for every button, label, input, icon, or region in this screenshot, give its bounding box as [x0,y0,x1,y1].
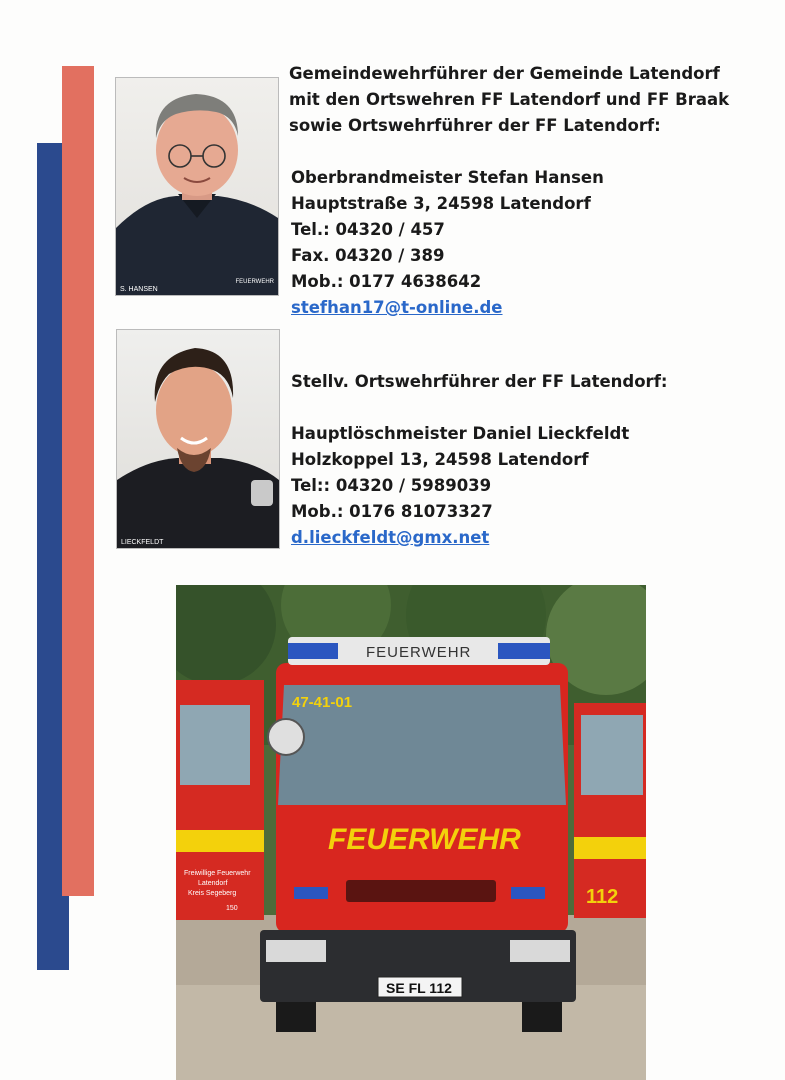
unit-number: 47-41-01 [292,694,353,711]
portrait-hansen-graphic [116,78,278,295]
deputy-contact-block [291,421,629,551]
deputy-email-link[interactable]: d.lieckfeldt@gmx.net [291,528,490,547]
commander-mobile: Mob.: 0177 4638642 [291,272,482,291]
commander-name: Oberbrandmeister Stefan Hansen [291,168,604,187]
fire-truck-photo [176,585,646,1080]
deputy-title [291,369,667,395]
deputy-name: Hauptlöschmeister Daniel Lieckfeldt [291,424,630,443]
commander-email-link[interactable]: stefhan17@t-online.de [291,298,503,317]
portrait-stefan-hansen [115,77,279,296]
commander-title-line-1: Gemeindewehrführer der Gemeinde Latendorf [289,64,720,83]
license-plate: SE FL 112 [386,980,452,996]
commander-fax: Fax. 04320 / 389 [291,246,445,265]
portrait-daniel-lieckfeldt [116,329,280,549]
commander-contact-block [291,165,604,321]
photo-badge-hansen: FEUERWEHR [235,279,274,285]
deputy-address: Holzkoppel 13, 24598 Latendorf [291,450,589,469]
deputy-mobile: Mob.: 0176 81073327 [291,502,493,521]
photo-caption-lieckfeldt: LIECKFELDT [121,539,164,546]
commander-title-block [289,61,729,139]
deputy-tel: Tel:: 04320 / 5989039 [291,476,492,495]
red-stripe [62,66,94,896]
door-text-line-3: Kreis Segeberg [188,890,237,897]
door-number: 150 [226,905,238,912]
front-label: FEUERWEHR [328,823,521,856]
commander-title-line-2: mit den Ortswehren FF Latendorf und FF Braak [289,90,730,109]
roof-sign: FEUERWEHR [366,644,472,661]
commander-tel: Tel.: 04320 / 457 [291,220,445,239]
emergency-number: 112 [586,886,619,908]
deputy-title-text: Stellv. Ortswehrführer der FF Latendorf: [291,372,668,391]
door-text-line-2: Latendorf [198,880,228,887]
portrait-lieckfeldt-graphic [117,330,279,548]
door-text-line-1: Freiwillige Feuerwehr [184,870,251,877]
fire-truck-graphic [176,585,646,1080]
photo-caption-hansen: S. HANSEN [120,286,158,293]
commander-address: Hauptstraße 3, 24598 Latendorf [291,194,591,213]
commander-title-line-3: sowie Ortswehrführer der FF Latendorf: [289,116,661,135]
